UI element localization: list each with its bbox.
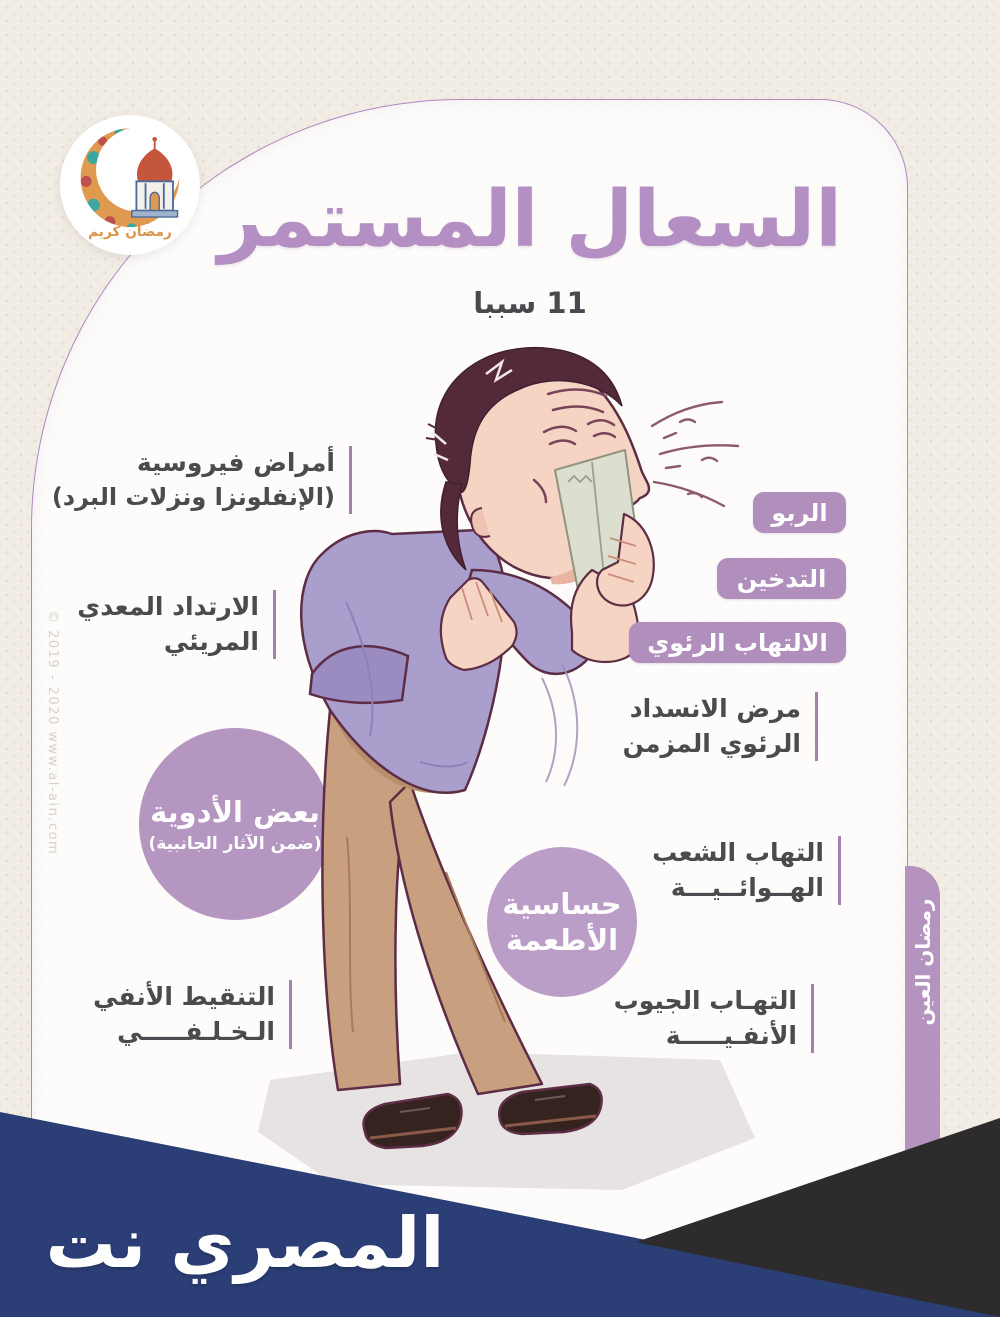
cause-viral-line2: (الإنفلونزا ونزلات البرد) — [51, 482, 335, 511]
cause-food-line2: الأطعمة — [505, 923, 619, 957]
cause-reflux-line2: المريئي — [163, 626, 259, 656]
cause-copd-line2: الرئوي المزمن — [622, 728, 801, 758]
cause-bronchitis-line1: التهاب الشعب — [652, 838, 824, 867]
cause-pill-asthma: الربو — [753, 492, 846, 533]
cause-copd-line1: مرض الانسداد — [629, 694, 801, 723]
cause-postnasal-line2: الـخـلـفـــــي — [117, 1016, 275, 1046]
cause-circle-food-allergy — [487, 847, 637, 997]
page-title: السعال المستمر — [218, 175, 842, 265]
side-ribbon-text: رمضان العين — [910, 898, 935, 1026]
cause-sinusitis-line1: التهـاب الجيوب — [613, 986, 797, 1015]
cause-viral — [52, 446, 352, 514]
cause-reflux — [77, 590, 276, 659]
watermark-text: © 2019 - 2020 www.al-ain.com — [45, 610, 60, 856]
cause-bronchitis-line2: الهــوائــيـــة — [670, 872, 824, 902]
footer-site-name: المصري نت — [45, 1202, 445, 1284]
cause-reflux-line1: الارتداد المعدي — [77, 592, 259, 621]
cause-sinusitis — [614, 984, 814, 1053]
cause-food-line1: حساسية — [502, 886, 622, 921]
cause-copd — [623, 692, 818, 761]
cause-postnasal — [93, 980, 292, 1049]
cause-pill-smoking: التدخين — [717, 558, 846, 599]
logo-wordmark: رمضان كريم — [88, 224, 172, 241]
cause-medications-note: (ضمن الآثار الجانبية) — [148, 834, 322, 855]
cause-pill-pneumonia: الالتهاب الرئوي — [629, 622, 846, 663]
side-ribbon — [905, 866, 940, 1158]
cause-viral-line1: أمراض فيروسية — [136, 448, 335, 477]
cause-sinusitis-line2: الأنفـيـــــة — [665, 1020, 797, 1050]
page-subtitle: 11 سببا — [473, 286, 587, 320]
cause-bronchitis — [652, 836, 841, 905]
cause-postnasal-line1: التنقيط الأنفي — [93, 982, 275, 1011]
cause-medications-title: بعض الأدوية — [150, 794, 320, 829]
